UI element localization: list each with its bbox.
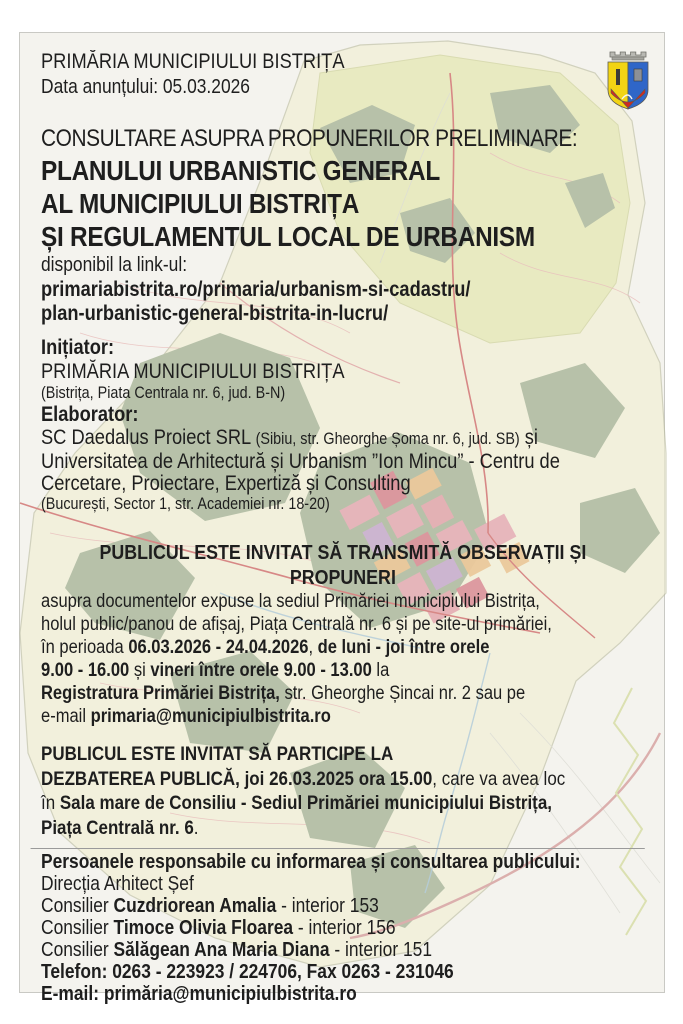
pug-url-line-2: plan-urbanistic-general-bistrita-in-lucru/ bbox=[41, 302, 389, 325]
initiator-address: (Bistrița, Piata Centrala nr. 6, jud. B-N) bbox=[41, 384, 286, 402]
section-divider bbox=[31, 848, 645, 849]
observations-block bbox=[41, 540, 645, 728]
title-line-1: PLANULUI URBANISTIC GENERAL bbox=[41, 155, 440, 186]
header-block bbox=[41, 49, 645, 100]
link-intro: disponibil la link-ul: bbox=[41, 254, 188, 276]
observations-body-line: 9.00 - 16.00 și vineri între orele 9.00 - 13.00 la bbox=[41, 660, 390, 682]
contacts-heading: Persoanele responsabile cu informarea și consultarea publicului: bbox=[41, 851, 581, 874]
advisor-line: Consilier Sălăgean Ana Maria Diana - interior 151 bbox=[41, 939, 433, 962]
contacts-phone: Telefon: 0263 - 223923 / 224706, Fax 0263 - 231046 bbox=[41, 961, 454, 984]
observations-body-line: holul public/panou de afișaj, Piața Centrală nr. 6 și pe site-ul primăriei, bbox=[41, 614, 552, 636]
observations-heading-2: PROPUNERI bbox=[289, 566, 396, 590]
debate-line: Piața Centrală nr. 6. bbox=[41, 816, 199, 839]
initiator-block bbox=[41, 336, 645, 514]
observations-body-line: e-mail primaria@municipiulbistrita.ro bbox=[41, 706, 331, 728]
debate-line: DEZBATEREA PUBLICĂ, joi 26.03.2025 ora 15.00, care va avea loc bbox=[41, 767, 566, 790]
elaborator-line-4: (București, Sector 1, str. Academiei nr. 18-20) bbox=[41, 495, 330, 514]
pug-url-line-1: primariabistrita.ro/primaria/urbanism-si-cadastru/ bbox=[41, 278, 471, 301]
initiator-name: PRIMĂRIA MUNICIPIULUI BISTRIȚA bbox=[41, 360, 345, 383]
contacts-email: E-mail: primăria@municipiulbistrita.ro bbox=[41, 983, 357, 1006]
title-block bbox=[41, 124, 645, 326]
contacts-block bbox=[41, 851, 645, 1005]
initiator-label: Inițiator: bbox=[41, 336, 115, 359]
advisor-line: Consilier Cuzdriorean Amalia - interior 153 bbox=[41, 895, 379, 918]
elaborator-label: Elaborator: bbox=[41, 403, 139, 426]
title-intro: CONSULTARE ASUPRA PROPUNERILOR PRELIMINARE: bbox=[41, 125, 578, 152]
observations-body-line: în perioada 06.03.2026 - 24.04.2026, de luni - joi între orele bbox=[41, 637, 490, 659]
org-name: PRIMĂRIA MUNICIPIULUI BISTRIȚA bbox=[41, 50, 345, 73]
contacts-department: Direcția Arhitect Șef bbox=[41, 873, 194, 896]
poster-frame bbox=[19, 32, 665, 1006]
observations-body-line: Registratura Primăriei Bistrița, str. Gheorghe Șincai nr. 2 sau pe bbox=[41, 683, 526, 705]
elaborator-line-1: SC Daedalus Proiect SRL (Sibiu, str. Gheorghe Șoma nr. 6, jud. SB) și bbox=[41, 426, 538, 449]
title-line-2: AL MUNICIPIULUI BISTRIȚA bbox=[41, 188, 360, 219]
observations-body-line: asupra documentelor expuse la sediul Primăriei municipiului Bistrița, bbox=[41, 591, 540, 613]
poster-content bbox=[20, 33, 664, 1006]
title-line-3: ȘI REGULAMENTUL LOCAL DE URBANISM bbox=[41, 221, 535, 252]
elaborator-line-2: Universitatea de Arhitectură și Urbanism ”Ion Mincu” - Centru de bbox=[41, 449, 560, 473]
observations-heading-1: PUBLICUL ESTE INVITAT SĂ TRANSMITĂ OBSERVAȚII ȘI bbox=[99, 541, 587, 565]
debate-block bbox=[41, 742, 645, 840]
advisor-line: Consilier Timoce Olivia Floarea - interior 156 bbox=[41, 917, 396, 940]
elaborator-line-3: Cercetare, Proiectare, Expertiză și Consulting bbox=[41, 471, 411, 495]
announcement-date: Data anunțului: 05.03.2026 bbox=[41, 76, 250, 98]
debate-line: PUBLICUL ESTE INVITAT SĂ PARTICIPE LA bbox=[41, 743, 394, 766]
debate-line: în Sala mare de Consiliu - Sediul Primăriei municipiului Bistrița, bbox=[41, 792, 552, 815]
